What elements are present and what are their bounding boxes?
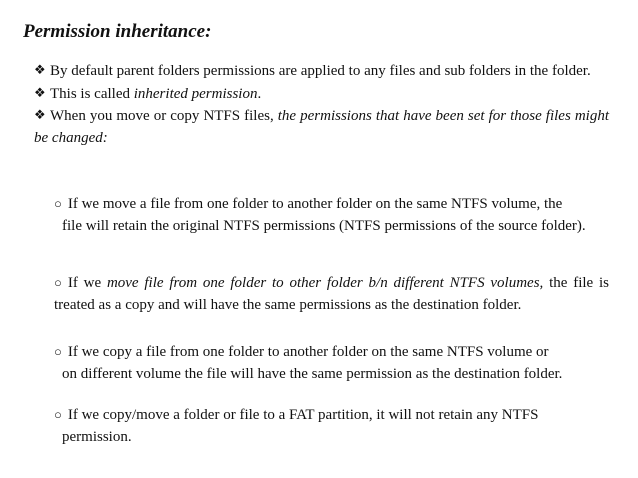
diamond-bullet-icon: ❖ (34, 62, 46, 77)
sub-item-line (54, 272, 609, 316)
bullet-emphasis: the permissions that have been set for those files might be changed: (34, 108, 609, 146)
sub-item-text: If we copy/move a folder or file to a FAT partition, it will not retain any NTFS (67, 407, 539, 423)
sub-item-continuation: permission. (62, 428, 132, 445)
sub-item-line (54, 193, 609, 216)
bullet-text: This is called (50, 85, 134, 102)
sub-item-continuation: on different volume the file will have the same permission as the destination folder. (62, 365, 563, 382)
sub-item-line (54, 341, 609, 364)
sub-item-emphasis: move file from one folder to other folder b/n different NTFS volumes, (106, 275, 544, 291)
diamond-bullet-icon: ❖ (34, 107, 46, 122)
bullet-text: By default parent folders permissions are applied to any files and sub folders in the folder. (50, 63, 591, 79)
sub-item-text: If we (67, 275, 107, 291)
bullet-item (34, 60, 609, 83)
bullet-item (34, 83, 609, 106)
sub-item (54, 193, 609, 237)
bullet-emphasis: inherited permission (133, 85, 258, 102)
slide-title: Permission inheritance: (23, 21, 212, 42)
bullet-list (34, 60, 609, 149)
diamond-bullet-icon: ❖ (34, 84, 46, 100)
sub-item-line (54, 404, 609, 427)
circle-bullet-icon: ○ (54, 196, 62, 211)
circle-bullet-icon: ○ (54, 344, 62, 359)
sub-item-text: the file is treated as a copy and will have the same permissions as the destination folder. (54, 275, 609, 313)
bullet-text: When you move or copy NTFS files, (50, 108, 278, 124)
sub-item-continuation: file will retain the original NTFS permissions (NTFS permissions of the source folder). (62, 217, 586, 234)
sub-item (54, 404, 609, 448)
sub-item (54, 341, 609, 385)
circle-bullet-icon: ○ (54, 275, 62, 290)
bullet-item (34, 105, 609, 149)
sub-item-text: If we copy a file from one folder to another folder on the same NTFS volume or (67, 344, 549, 360)
sub-item (54, 272, 609, 316)
bullet-text: . (257, 85, 262, 102)
circle-bullet-icon: ○ (54, 407, 62, 422)
sub-item-text: If we move a file from one folder to another folder on the same NTFS volume, the (67, 196, 563, 212)
